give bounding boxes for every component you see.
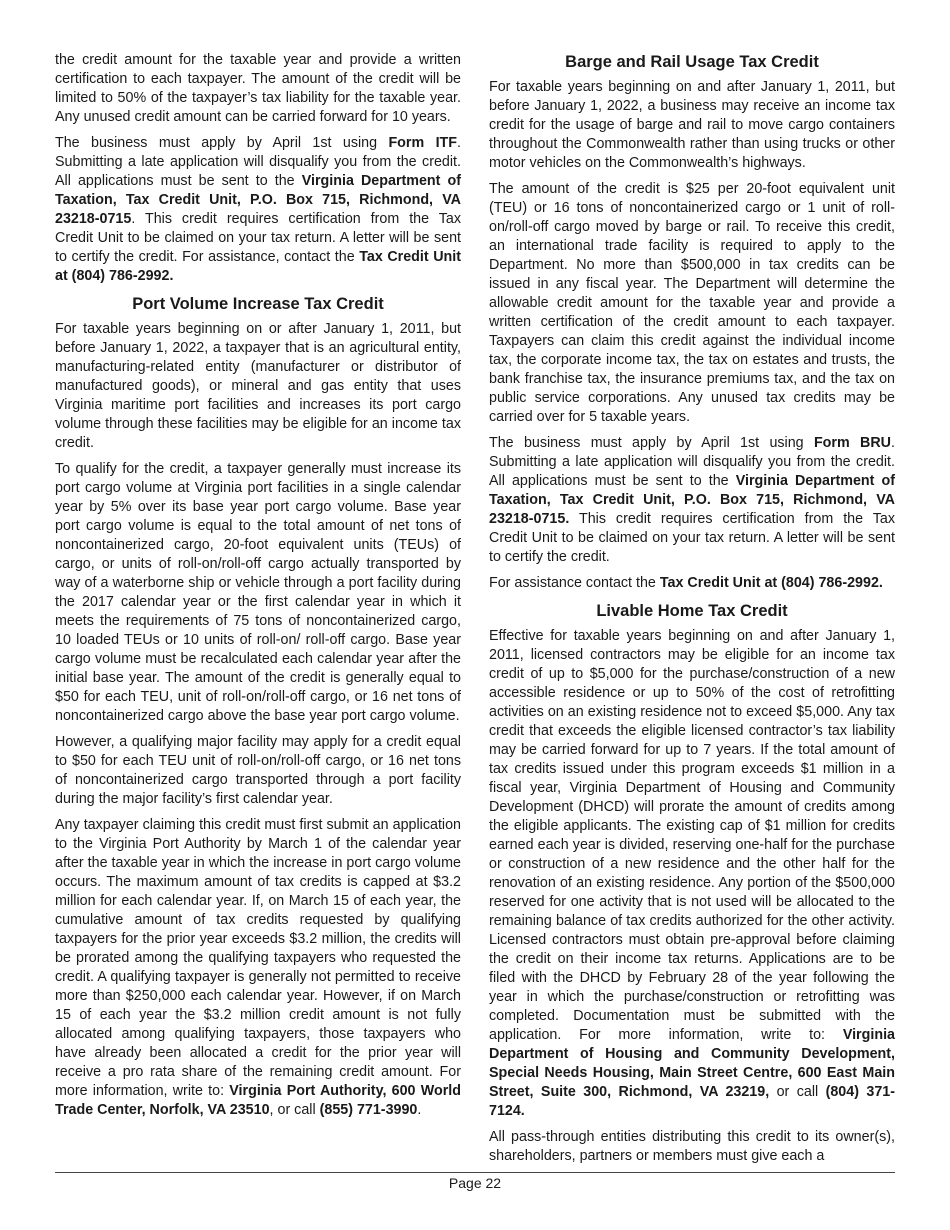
paragraph: The business must apply by April 1st using Form BRU. Submitting a late application will disqualify you from the credit. All applications must be sent to the Virginia Department of Taxation, Tax Credit Unit, P.O. Box 715, Richmond, VA 23218-0715. This credit requires certification from the Tax Credit Unit to be claimed on your tax return. A letter will be sent to certify the credit. — [489, 435, 896, 565]
contact-phone: (855) 771-3990 — [319, 1102, 418, 1118]
mailing-address: Virginia Department of Taxation, Tax Credit Unit, P.O. Box 715, Richmond, VA 23218-0715 — [55, 173, 462, 227]
paragraph: The business must apply by April 1st using Form ITF. Submitting a late application will disqualify you from the credit. All applications must be sent to the Virginia Department of Taxation, Tax Credit Unit, P.O. Box 715, Richmond, VA 23218-0715. This credit requires certification from the Tax Credit Unit to be claimed on your tax return. A letter will be sent to certify the credit. For assistance, contact the Tax Credit Unit at (804) 786-2992. — [55, 135, 462, 284]
section-heading-port-volume: Port Volume Increase Tax Credit — [132, 295, 384, 313]
right-column — [489, 51, 895, 1173]
paragraph: Effective for taxable years beginning on and after January 1, 2011, licensed contractors may be eligible for an income tax credit of up to $5,000 for the purchase/construction of a new accessible residence or up to 50% of the cost of retrofitting activities on an existing residence not to exceed $5,000. Any tax credit that exceeds the eligible licensed contractor’s tax liability may be carried forward for up to 7 years. If the total amount of tax credits issued under this program exceeds $1 million in a fiscal year, Virginia Department of Housing and Community Development (DHCD) will prorate the amount of credits among the eligible applicants. The existing cap of $1 million for credits earned each year is divided, reserving one-half for the purchase or construction of a new residence and the other half for the renovation of an existing residence. Any portion of the $500,000 reserved for one activity that is not used will be allocated to the remaining balance of tax credits authorized for the other activity. Licensed contractors must obtain pre-approval before claiming the credit on their income tax returns. Applications are to be filed with the DHCD by February 28 of the year following the year in which the purchase/construction or retrofitting was completed. Documentation must be submitted with the application. For more information, write to: Virginia Department of Housing and Community Development, Special Needs Housing, Main Street Centre, 600 East Main Street, Suite 300, Richmond, VA 23219, or call (804) 371-7124. — [489, 628, 895, 1119]
paragraph: the credit amount for the taxable year and provide a written certification to each taxpayer. The amount of the credit will be limited to 50% of the taxpayer’s tax liability for the taxable year. Any unused credit amount can be carried forward for 10 years. — [55, 52, 461, 125]
footer-divider — [55, 1172, 895, 1173]
mailing-address: Virginia Department of Housing and Community Development, Special Needs Housing, Main Street Centre, 600 East Main Street, Suite 300, Richmond, VA 23219, — [489, 1027, 895, 1100]
paragraph: However, a qualifying major facility may apply for a credit equal to $50 for each TEU unit of roll-on/roll-off cargo, or 16 net tons of noncontainerized cargo transported through a port facility during the major facility’s first calendar year. — [55, 734, 461, 807]
paragraph: To qualify for the credit, a taxpayer generally must increase its port cargo volume at Virginia port facilities in a single calendar year by 5% over its base year port cargo volume. Base year port cargo volume is equal to the total amount of net tons of noncontainerized cargo, 20-foot equivalent units (TEUs) of cargo, or units of roll-on/roll-off cargo actually transported by way of a waterborne ship or vehicle through a port facility during the 2017 calendar year or the first calendar year in which it meets the requirements of 75 tons of noncontainerized cargo, 10 loaded TEUs or 10 units of roll-on/ roll-off cargo. Base year cargo volume must be recalculated each calendar year after the initial base year. The amount of the credit is generally equal to $50 for each TEU, unit of roll-on/roll-off cargo, or 16 net tons of noncontainerized cargo above the base year port cargo volume. — [55, 461, 461, 724]
contact-phone: (804) 371-7124. — [489, 1084, 895, 1119]
section-heading-livable-home: Livable Home Tax Credit — [596, 602, 788, 620]
paragraph: For taxable years beginning on and after January 1, 2011, but before January 1, 2022, a business may receive an income tax credit for the usage of barge and rail to move cargo containers throughout the Commonwealth rather than using trucks or other motor vehicles on the Commonwealth’s highways. — [489, 79, 895, 171]
mailing-address: Virginia Department of Taxation, Tax Credit Unit, P.O. Box 715, Richmond, VA 23218-0715. — [489, 473, 896, 527]
left-column — [55, 51, 461, 1127]
form-name: Form ITF — [388, 135, 458, 151]
section-heading-barge-rail: Barge and Rail Usage Tax Credit — [565, 53, 819, 71]
contact-phone: Tax Credit Unit at (804) 786-2992. — [659, 575, 883, 591]
paragraph: For assistance contact the Tax Credit Unit at (804) 786-2992. — [489, 575, 883, 591]
form-name: Form BRU — [813, 435, 891, 451]
page-number: Page 22 — [448, 1175, 502, 1191]
paragraph: For taxable years beginning on or after January 1, 2011, but before January 1, 2022, a taxpayer that is an agricultural entity, manufacturing-related entity (manufacturer or distributor of manufactured goods), or mineral and gas entity that uses Virginia maritime port facilities and increases its port cargo volume through these facilities may be eligible for an income tax credit. — [55, 321, 461, 451]
paragraph: The amount of the credit is $25 per 20-foot equivalent unit (TEU) or 16 tons of noncontainerized cargo or 1 unit of roll-on/roll-off cargo moved by barge or rail. To receive this credit, an international trade facility is required to apply to the Department. No more than $500,000 in tax credits can be issued in any fiscal year. The Department will determine the allowable credit amount for the taxable year and provide a written certification of the credit amount to each taxpayer. Taxpayers can claim this credit against the individual income tax, the corporate income tax, the tax on estates and trusts, the bank franchise tax, the insurance premiums tax, and the tax on public service corporations. Any unused tax credits may be carried over for 5 taxable years. — [489, 181, 895, 425]
contact-phone: Tax Credit Unit at (804) 786-2992. — [55, 249, 461, 284]
paragraph: Any taxpayer claiming this credit must first submit an application to the Virginia Port Authority by March 1 of the calendar year after the taxable year in which the increase in port cargo volume occurs. The maximum amount of tax credits is capped at $3.2 million for each calendar year. If, on March 15 of each year, the cumulative amount of tax credits requested by qualifying taxpayers for the prior year exceeds $3.2 million, the credits will be prorated among the qualifying taxpayers who requested the credit. A qualifying taxpayer is generally not permitted to receive more than $250,000 each calendar year. However, if on March 15 of each year the $3.2 million credit amount is not fully allocated among qualifying taxpayers, those taxpayers who have already been allocated a credit for the prior year will receive a pro rata share of the remaining credit amount. For more information, write to: Virginia Port Authority, 600 World Trade Center, Norfolk, VA 23510, or call (855) 771-3990. — [55, 817, 461, 1118]
paragraph: All pass-through entities distributing this credit to its owner(s), shareholders, partners or members must give each a — [489, 1129, 895, 1164]
mailing-address: Virginia Port Authority, 600 World Trade Center, Norfolk, VA 23510 — [55, 1083, 461, 1118]
